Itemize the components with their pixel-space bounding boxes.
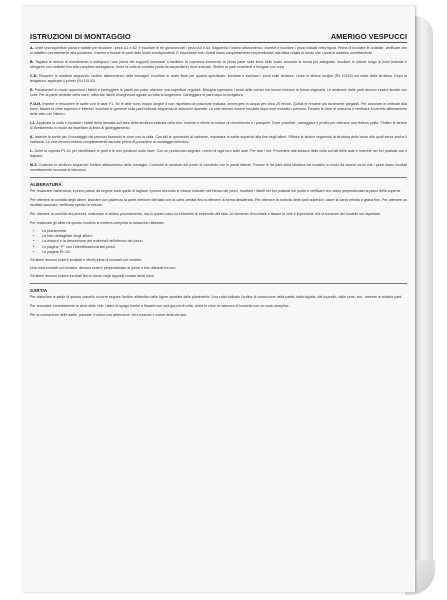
paragraph-cd: C-D- Ricoprire le strutture seguendo l'ordine alfanumerico delle immagini. Incollare le coste fisse per quanto specificato. Montare e incollare i ponti sulle strutture. Unire le strisce lunghe (R4 10140) sul resto della struttura. Dopo la levigatura, applicare il primer (R4 10142). bbox=[30, 74, 407, 83]
sheet-header bbox=[30, 32, 407, 43]
alberatura-paragraph: Per ottenere la conicità dei pennoni, realizzare lo stesso procedimento, ma in questo caso su entrambe le estremità dell'asta. Al momento di incollare e fissare le vele è importante che la funzione del modello sia rispettata. bbox=[30, 212, 381, 216]
list-item: • La misura e la descrizione dei materiali nell'elenco dei pezzi. bbox=[42, 239, 407, 244]
divider bbox=[30, 283, 407, 284]
instruction-sheet bbox=[22, 6, 415, 592]
paragraph-ij: I-J- Applicare la colla e incollare i listelli della fiancata sull'area della struttura indicata nella foto. Inserire e rifinire le strisce di rivestimento e i parapetti. Dove possibile, carteggiare il profilo per ottenere una finitura pulita. Sfoltire le strisce di rivestimento in modo da rispettare la linea di galleggiamento. bbox=[30, 121, 407, 130]
list-item: • Le planimetrie. bbox=[42, 229, 407, 234]
sheet-body bbox=[30, 46, 407, 322]
section-title-alberatura: ALBERATURA bbox=[30, 182, 62, 187]
paragraph-fgh: F-G-H- Inserire e rimuovere le sartie con le aste F1. Se le aste sono troppo lunghe o non rispettano la posizione indicata, immergere in acqua per circa 20 minuti. Quindi le rendere più facilmente piegabili. Per ancorare le ordinate alla nave, fissare le cime superiori e inferiori. Incollare le gomene sulle parti indicate seguendo le istruzioni riportate. Le vele devono essere incollate dopo aver montato i pennoni. Fissare le cime di manovra e verificare il corretto allineamento delle vele con l'albero. bbox=[30, 102, 407, 116]
paragraph-a: A- Unire una superficie piana e stabile per incollare i pezzi A1 e A2, e incollare le tre giunzioni dei i pezzi A3 e A4. Seguendo l'ordine alfanumerico, inserire e incollare i pezzi indicati nella figura. Prima di incollare le ordinate, verificare che si adattino correttamente alla posizione. Inserire e fissare le parti dello scafo corrispondenti. E importante che i listelli siano completamente perpendicolari alla falsa chiglia in modo che i ponti si adattino correttamente. bbox=[30, 46, 407, 55]
sartia-paragraph: Per annodare correttamente le cime delle vele, usare lo spago fornito e fissarle con una goccia di colla. Unire le cime di manovra al bozzello con un nodo semplice. bbox=[30, 304, 290, 309]
alberatura-paragraph: Per ottenere la conicità degli alberi, lavorare con pazienza la parte inferiore dell'asta con la carta vetrata fino a ottenere la forma desiderata. Per ottenere la conicità delle parti superiori, usare la carta vetrata a grana fine. Per ottenere un risultato accurato, verificare spesso le misure. bbox=[30, 198, 407, 207]
list-item: • Le pagine PL-01. bbox=[42, 250, 407, 255]
section-title-sartia: SARTIA bbox=[30, 288, 48, 294]
alberatura-note: Gli alberi devono essere incollati fino in fondo negli appositi incassi della nave. bbox=[30, 274, 155, 279]
brand-name: AMERIGO VESPUCCI bbox=[330, 32, 407, 41]
paragraph-k: K- Inserire le sartie per il montaggio dei pennoni fissando le cime con la colla. Con tali le operazioni di sartiame, impostare le sartie superiori alla fine degli alberi. Rifinire le strisce seguendo la struttura delle lance alle quali serve anche il sartiame. Le vele devono essere completamente asciutte prima di procedere al montaggio definitivo. bbox=[30, 135, 407, 144]
list-item: • Le foto dettagliate degli alberi. bbox=[42, 234, 407, 239]
sheet-title: ISTRUZIONI DI MONTAGGIO bbox=[30, 32, 131, 41]
divider bbox=[30, 177, 407, 178]
alberatura-paragraph: Per realizzare l'alberatura, il primo passo da seguire sarà quello di tagliare il pezzo secondo le misure indicate nell'elenco dei pezzi. Incollare i listelli nei fori praticati nel ponte e verificare che siano perpendicolari al piano della coperta. bbox=[30, 189, 401, 193]
list-item: • Le pagine "P" con l'identificazione dei pezzi. bbox=[42, 245, 407, 250]
sartia-paragraph: Per elaborare le sartie di questo vascello occorre seguire l'ordine alfabetico delle figure riportate dalle planimetrie. Una volta indicato l'ordine di costruzione della sartia, dalla bigotta, dal bozzello, dalle cime, ecc., inserire le relative parti. bbox=[30, 295, 403, 300]
materials-list bbox=[42, 229, 407, 255]
paragraph-b: B- Tagliare le strisce di rivestimento e sottoporvi l'uno prima dei supporti necessari a facilitare la copertura inserendo la prima parte sulla linea dello scafo secondo la forma più adeguata. Incollare le strisce lungo le linee indicate e stringerle con mollette fino alla completa asciugatura. Unire la colla al contatto (colla da carpentiere) dove indicato. Sfoltire le parti eccedenti e levigare con cura. bbox=[30, 60, 407, 69]
page-curl-shadow bbox=[415, 16, 433, 586]
alberatura-note: Una volta montati sul modello, devono essere perpendicolari al ponte e ben allineati tra loro. bbox=[30, 266, 177, 271]
paragraph-l: L- Unire la coperta PL-01 per identificare le parti e le loro posizioni sulla nave. Con un punteruolo segnare i centri di ogni foro sulle aste. Per fare i fori: Procedere alla stesura della colla sui lati delle aste e inserirle nei fori praticati con il trapano. bbox=[30, 149, 408, 158]
sartia-paragraph: Per la colorazione delle sartie, passare il colore con attenzione, ben curando il colore della vernice. bbox=[30, 313, 188, 318]
alberatura-note: Gli alberi devono essere smaltati e rifiniti prima di montarli sul modello. bbox=[30, 258, 143, 263]
paragraph-e: E- Posizionare in modo opportuno i listelli e carteggiare le pareti per poter ottenere una superficie regolare. Bisogna sgrossare i bordi delle cornici ma senza rovinare la forma originaria. Le anatomie delle parti devono essere isolate con cura. Per la parte centrale della nave, utilizzare listelli di larghezza uguale su tutta la lunghezza. Carteggiare le parti dopo la levigatura. bbox=[30, 88, 408, 97]
paragraph-mz: M-Z- Costruire le strutture seguendo l'ordine alfanumerico delle immagini. Costruire le strutture del ponte di comando con le pareti laterali. Fissare le tre parti della struttura nel modello in modo da essere sicuri che i pezzi siano incollati correttamente secondo le istruzioni. bbox=[30, 163, 407, 172]
alberatura-list-intro: Per realizzare gli alberi di questo modello si metterà completa la dotazione utilizzare: bbox=[30, 221, 165, 225]
